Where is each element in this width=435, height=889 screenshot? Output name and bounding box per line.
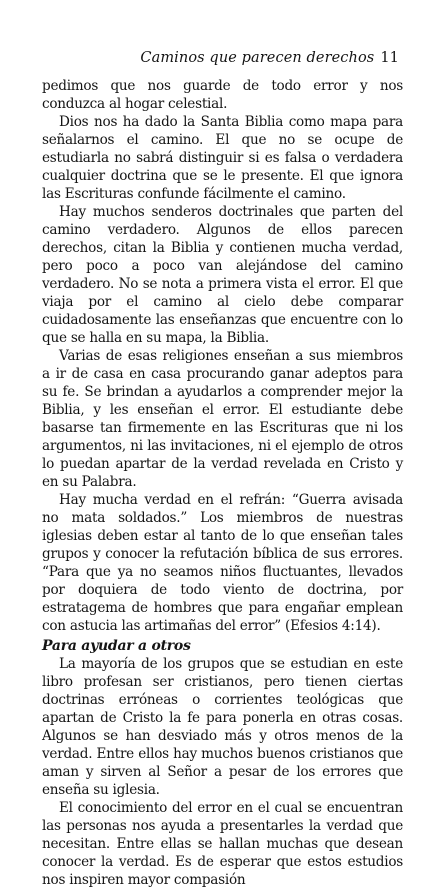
paragraph: Hay muchos senderos doctrinales que parten del camino verdadero. Algunos de ellos parecen derechos, citan la Biblia y contienen mucha verdad, pero poco a poco van alejándose del camino verdadero. No se nota a primera vista el error. El que viaja por el camino al cielo debe comparar cuidadosamente las enseñanzas que encuentre con lo que se halla en su mapa, la Biblia. <box>42 204 403 346</box>
page-number: 11 <box>380 50 399 66</box>
running-title: Caminos que parecen derechos <box>140 50 375 66</box>
body-text <box>42 77 403 889</box>
paragraph: pedimos que nos guarde de todo error y nos conduzca al hogar celestial. <box>42 78 403 112</box>
paragraph: La mayoría de los grupos que se estudian en este libro profesan ser cristianos, pero tienen ciertas doctrinas erróneas o corrientes teológicas que apartan de Cristo la fe para ponerla en otras cosas. Algunos se han desviado más y otros menos de la verdad. Entre ellos hay muchos buenos cristianos que aman y sirven al Señor a pesar de los errores que enseña su iglesia. <box>42 656 403 798</box>
paragraph: Hay mucha verdad en el refrán: “Guerra avisada no mata soldados.” Los miembros de nuestras iglesias deben estar al tanto de lo que enseñan tales grupos y conocer la refutación bíblica de sus errores. “Para que ya no seamos niños fluctuantes, llevados por doquiera de todo viento de doctrina, por estratagema de hombres que para engañar emplean con astucia las artimañas del error” (Efesios 4:14). <box>42 492 403 634</box>
paragraph: Dios nos ha dado la Santa Biblia como mapa para señalarnos el camino. El que no se ocupe de estudiarla no sabrá distinguir si es falsa o verdadera cualquier doctrina que se le presente. El que ignora las Escrituras confunde fácilmente el camino. <box>42 114 403 202</box>
section-heading: Para ayudar a otros <box>42 638 191 654</box>
running-header <box>140 50 399 66</box>
paragraph: Varias de esas religiones enseñan a sus miembros a ir de casa en casa procurando ganar adeptos para su fe. Se brindan a ayudarlos a comprender mejor la Biblia, y les enseñan el error. El estudiante debe basarse tan firmemente en las Escrituras que ni los argumentos, ni las invitaciones, ni el ejemplo de otros lo puedan apartar de la verdad revelada en Cristo y en su Palabra. <box>42 348 403 490</box>
paragraph: El conocimiento del error en el cual se encuentran las personas nos ayuda a presentarles la verdad que necesitan. Entre ellas se hallan muchas que desean conocer la verdad. Es de esperar que estos estudios nos inspiren mayor compasión <box>42 800 403 888</box>
